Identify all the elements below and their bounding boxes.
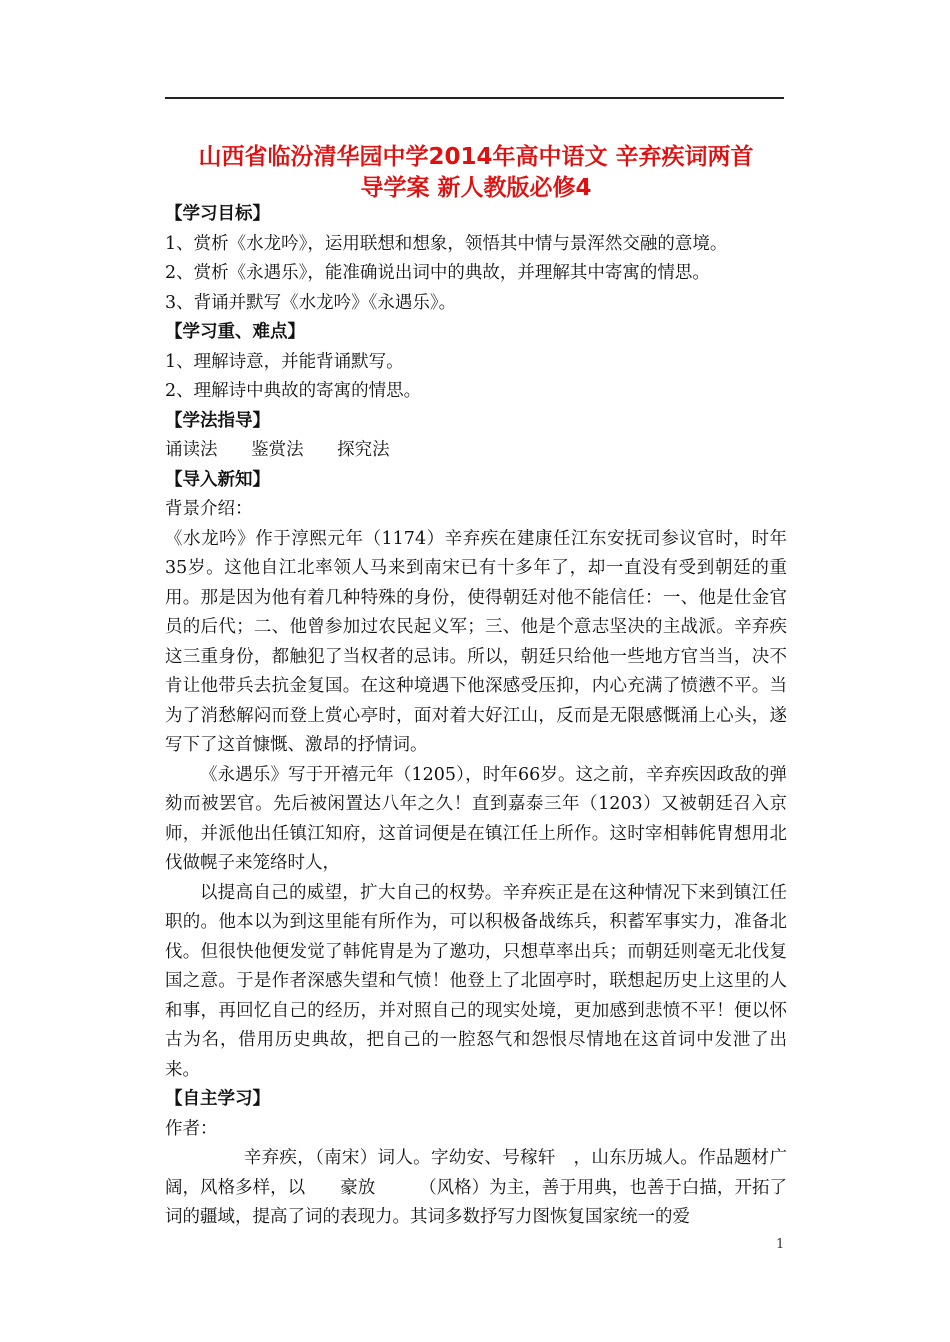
method-heading: 【学法指导】 [165, 410, 270, 431]
method-item: 探究法 [337, 440, 390, 460]
method-list [165, 436, 787, 466]
self-study-heading: 【自主学习】 [165, 1089, 270, 1109]
page-number: 1 [776, 1237, 785, 1252]
title-line-1: 山西省临汾清华园中学2014年高中语文 辛弃疾词两首 [198, 144, 754, 170]
intro-label: 背景介绍： [165, 499, 253, 519]
intro-paragraph-1: 《水龙吟》作于淳熙元年（1174）辛弃疾在建康任江东安抚司参议官时，时年35岁。这他自江北率领人马来到南宋已有十多年了，却一直没有受到朝廷的重用。那是因为他有着几种特殊的身份，使得朝廷对他不能信任：一、他是仕金官员的后代；二、他曾参加过农民起义军；三、他是个意志坚决的主战派。辛弃疾这三重身份，都触犯了当权者的忌讳。所以，朝廷只给他一些地方官当当，决不肯让他带兵去抗金复国。在这种境遇下他深感受压抑，内心充满了愤懑不平。当为了消愁解闷而登上赏心亭时，面对着大好江山，反而是无限感慨涌上心头，遂写下了这首慷慨、激昂的抒情词。 [165, 528, 787, 755]
objective-item: 3、背诵并默写《水龙吟》《永遇乐》。 [165, 292, 457, 313]
key-point-item: 2、理解诗中典故的寄寓的情思。 [165, 381, 422, 401]
title-line-2: 导学案 新人教版必修4 [360, 175, 592, 201]
document-body [165, 200, 787, 1233]
key-points-heading: 【学习重、难点】 [165, 322, 305, 342]
objectives-heading: 【学习目标】 [165, 204, 270, 224]
header-rule [165, 97, 784, 99]
intro-paragraph-2: 《永遇乐》写于开禧元年（1205），时年66岁。这之前，辛弃疾因政敌的弹劾而被罢官。先后被闲置达八年之久！直到嘉泰三年（1203）又被朝廷召入京师，并派他出任镇江知府，这首词便是在镇江任上所作。这时宰相韩侂胄想用北伐做幌子来笼络时人， [165, 764, 787, 873]
document-title [162, 142, 790, 204]
self-study-label: 作者： [165, 1118, 218, 1139]
author-paragraph: 辛弃疾，（南宋）词人。字幼安、号稼轩 ，山东历城人。作品题材广阔，风格多样，以 豪放 （风格）为主，善于用典，也善于白描，开拓了词的疆域，提高了词的表现力。其词多数抒写力图恢复国家统一的爱 [165, 1148, 787, 1227]
objective-item: 2、赏析《永遇乐》，能准确说出词中的典故，并理解其中寄寓的情思。 [165, 263, 710, 283]
method-item: 鉴赏法 [251, 440, 304, 460]
key-point-item: 1、理解诗意，并能背诵默写。 [165, 351, 404, 372]
method-item: 诵读法 [165, 440, 218, 460]
intro-paragraph-3: 以提高自己的威望，扩大自己的权势。辛弃疾正是在这种情况下来到镇江任职的。他本以为到这里能有所作为，可以积极备战练兵，积蓄军事实力，准备北伐。但很快他便发觉了韩侂胄是为了邀功，只想草率出兵；而朝廷则毫无北伐复国之意。于是作者深感失望和气愤！他登上了北固亭时，联想起历史上这里的人和事，再回忆自己的经历，并对照自己的现实处境，更加感到悲愤不平！便以怀古为名，借用历史典故，把自己的一腔怒气和怨恨尽情地在这首词中发泄了出来。 [165, 882, 787, 1080]
objective-item: 1、赏析《水龙吟》，运用联想和想象，领悟其中情与景浑然交融的意境。 [165, 233, 728, 254]
intro-heading: 【导入新知】 [165, 469, 270, 490]
